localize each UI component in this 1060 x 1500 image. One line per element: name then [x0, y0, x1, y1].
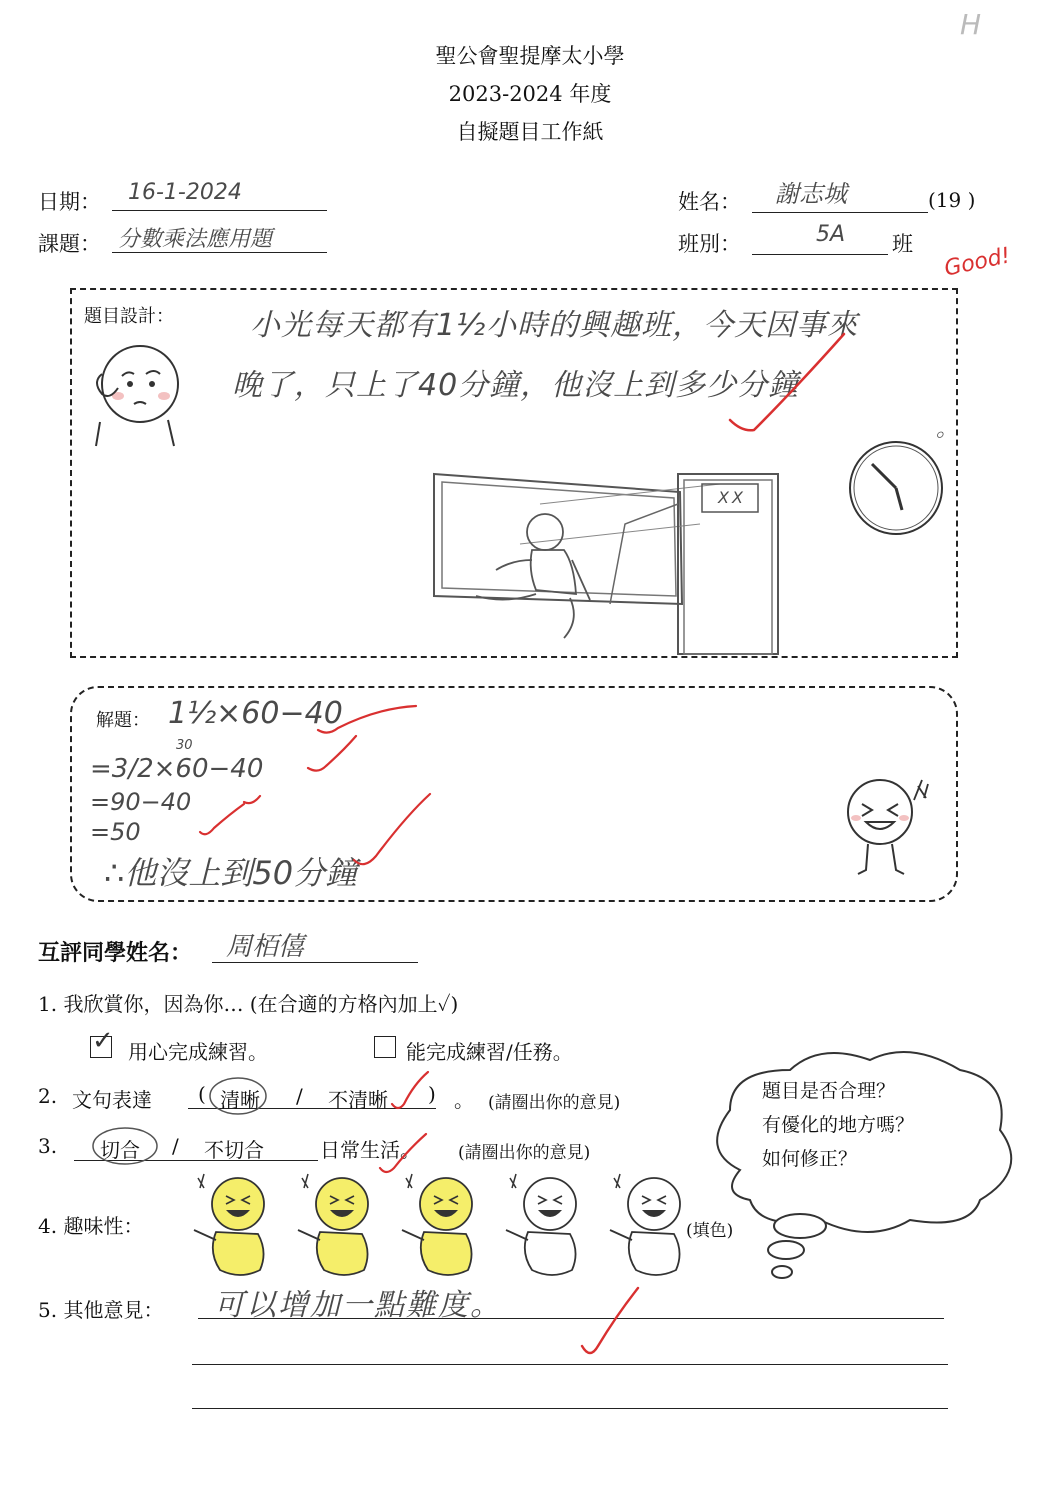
peer-name-value: 周栢僖 [226, 932, 305, 962]
school-year: 2023-2024 年度 [448, 82, 612, 106]
school-name: 聖公會聖提摩太小學 [435, 44, 625, 68]
date-value: 16-1-2024 [128, 180, 242, 205]
question-3-circle-mark [90, 1124, 160, 1168]
fun-face-4-empty[interactable] [498, 1170, 594, 1290]
solution-check-marks [190, 700, 450, 890]
topic-underline [112, 252, 327, 253]
fun-rating-faces [186, 1170, 686, 1290]
class-label: 班別： [678, 232, 741, 256]
option-careful-check-mark: ✓ [92, 1026, 114, 1056]
option-complete-label: 能完成練習/任務。 [406, 1040, 573, 1064]
question-3-label: 日常生活。 [320, 1138, 420, 1162]
thinking-face-drawing [88, 322, 188, 452]
question-5-check-mark [576, 1284, 646, 1364]
cloud-text-line-1: 題目是否合理？ [762, 1080, 896, 1102]
solution-line-3: =90−40 [90, 788, 192, 816]
question-3-option-relevant[interactable]: 切合 [100, 1138, 140, 1162]
cloud-text-line-2: 有優化的地方嗎？ [762, 1114, 915, 1136]
design-text-line-3: 。 [936, 417, 959, 442]
question-2-number: 2. [38, 1084, 58, 1108]
fun-face-5-empty[interactable] [602, 1170, 698, 1290]
class-number: (19 ) [928, 188, 976, 212]
question-2-label: 文句表達 [72, 1088, 152, 1112]
design-check-mark [720, 320, 850, 440]
comment-line-3 [192, 1408, 948, 1409]
class-suffix: 班 [892, 232, 913, 256]
question-1-text: 1. 我欣賞你，因為你… (在合適的方格內加上✓) [38, 992, 459, 1016]
class-underline [752, 254, 888, 255]
solution-line-2-note: 30 [176, 738, 193, 753]
question-3-separator: / [172, 1134, 179, 1158]
question-2-note: (請圈出你的意見) [488, 1093, 621, 1113]
question-2-option-clear[interactable]: 清晰 [220, 1088, 260, 1112]
worksheet-title: 自擬題目工作紙 [456, 120, 604, 144]
question-3-option-irrelevant[interactable]: 不切合 [204, 1138, 264, 1162]
date-label: 日期： [38, 190, 101, 214]
name-underline [752, 212, 928, 213]
laughing-face-drawing [834, 772, 944, 882]
fun-face-2-filled[interactable] [290, 1170, 386, 1290]
question-2-circle-mark [208, 1074, 268, 1118]
question-5-value: 可以增加一點難度。 [214, 1288, 502, 1323]
comment-line-2 [192, 1364, 948, 1365]
option-careful-label: 用心完成練習。 [128, 1040, 268, 1064]
question-2-end: 。 [454, 1088, 474, 1112]
solution-line-4: =50 [90, 818, 141, 846]
question-2-close-paren: ) [428, 1082, 436, 1106]
topic-value: 分數乘法應用題 [118, 227, 273, 252]
teacher-comment: Good! [942, 243, 1013, 282]
peer-name-underline [212, 962, 418, 963]
question-2-separator: / [296, 1084, 303, 1108]
design-label: 題目設計： [84, 306, 174, 327]
option-complete-checkbox[interactable] [374, 1036, 396, 1058]
peer-name-label: 互評同學姓名： [38, 940, 193, 966]
question-2-check-mark [386, 1068, 436, 1118]
question-3-note: (請圈出你的意見) [458, 1143, 591, 1163]
solution-line-2: =3/2×60−40 [90, 754, 264, 784]
question-5-label: 5. 其他意見： [38, 1298, 164, 1322]
corner-mark: H [960, 8, 982, 41]
name-label: 姓名： [678, 190, 741, 214]
door-sign-text: XX [718, 488, 746, 507]
cloud-text-line-3: 如何修正？ [762, 1148, 858, 1170]
clock-drawing [848, 436, 944, 540]
date-underline [112, 210, 327, 211]
comment-line-1 [198, 1318, 944, 1319]
question-2-option-unclear[interactable]: 不清晰 [328, 1088, 388, 1112]
fun-face-1-filled[interactable] [186, 1170, 282, 1290]
question-2-open-paren: ( [198, 1082, 206, 1106]
question-4-label: 4. 趣味性： [38, 1214, 144, 1238]
name-value: 謝志城 [775, 180, 847, 208]
solution-label: 解題： [96, 710, 150, 731]
question-3-number: 3. [38, 1134, 58, 1158]
question-4-note: (填色) [686, 1221, 734, 1241]
topic-label: 課題： [38, 232, 101, 256]
fun-face-3-filled[interactable] [394, 1170, 490, 1290]
design-text-line-1: 小光每天都有1½小時的興趣班，今天因事來 [250, 308, 859, 343]
design-text-line-2: 晚了，只上了40分鐘，他沒上到多少分鐘 [232, 368, 800, 403]
solution-line-1: 1½×60−40 [168, 696, 343, 731]
solution-answer: ∴他沒上到50分鐘 [104, 854, 358, 892]
class-value: 5A [816, 222, 846, 247]
